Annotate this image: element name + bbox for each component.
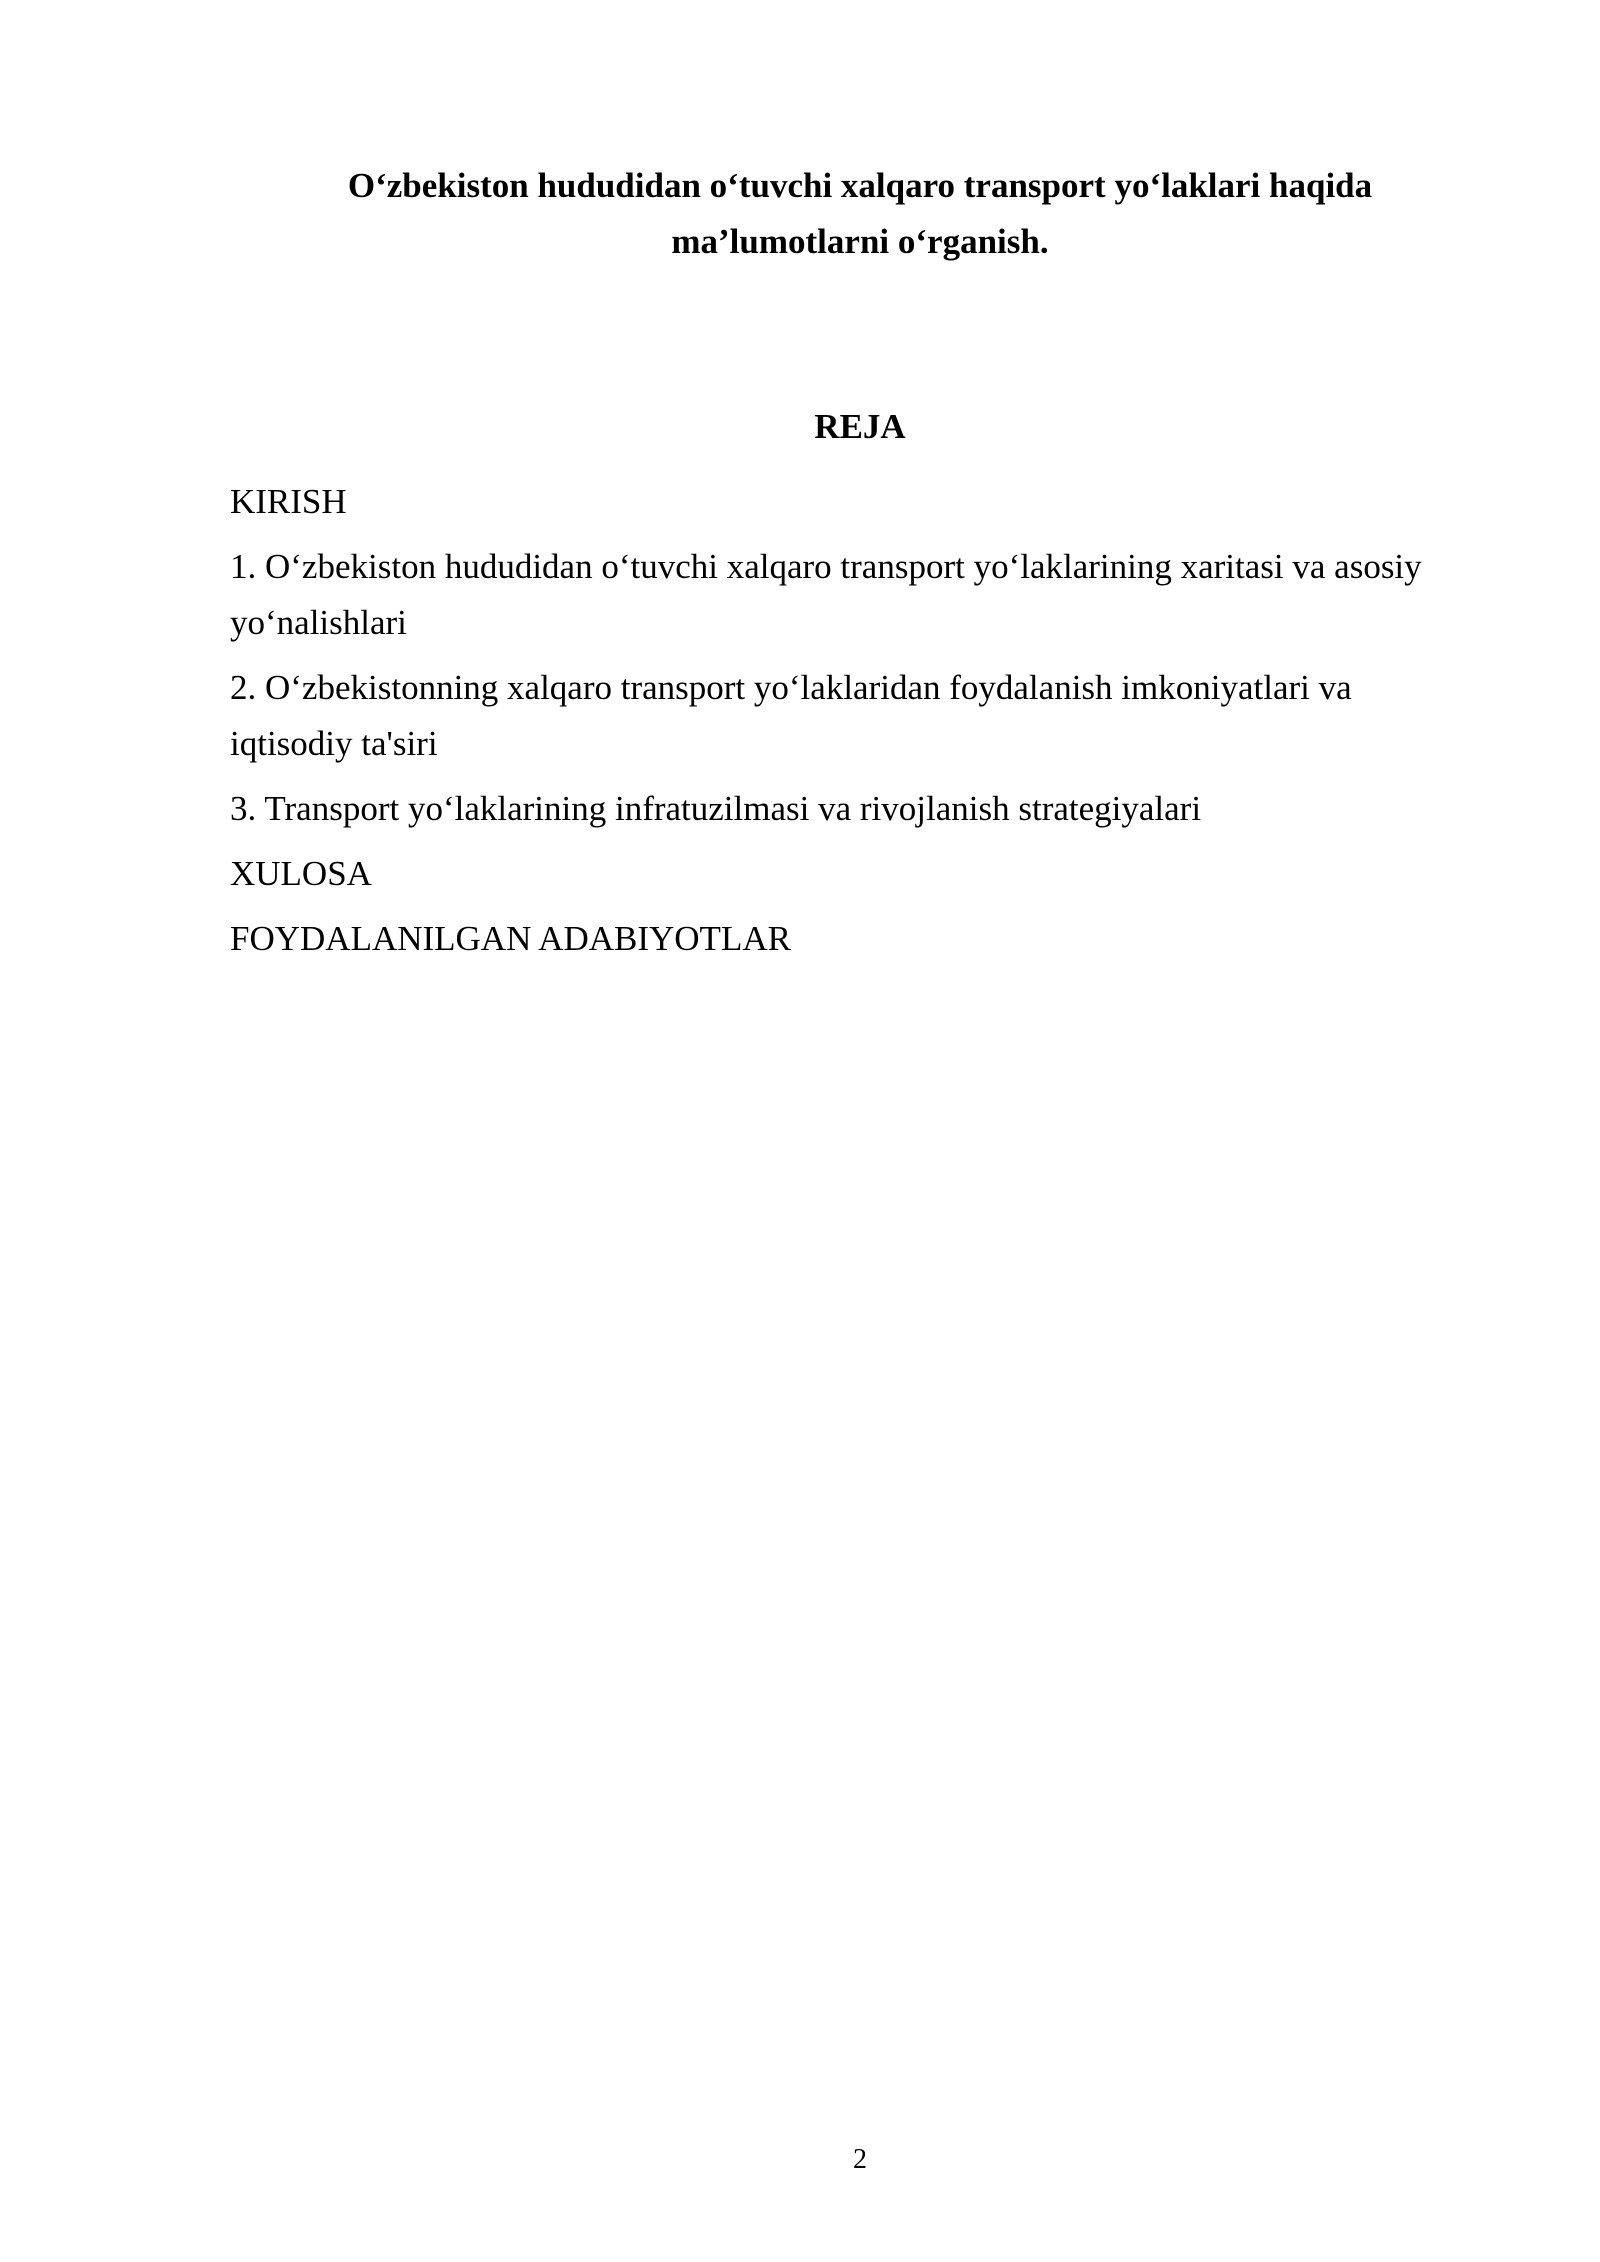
plan-heading: REJA	[814, 407, 906, 446]
plan-item-1: 1. O‘zbekiston hududidan o‘tuvchi xalqaro transport yo‘laklarining xaritasi va asosiy yo‘nalishlari	[230, 547, 1422, 642]
page-number: 2	[853, 2144, 867, 2175]
plan-item-conclusion: XULOSA	[230, 854, 372, 893]
plan-list	[230, 474, 1460, 976]
plan-item-introduction: KIRISH	[230, 482, 347, 521]
document-title-line: ma’lumotlarni o‘rganish.	[671, 222, 1049, 261]
document-title	[300, 158, 1420, 270]
plan-item-2: 2. O‘zbekistonning xalqaro transport yo‘laklaridan foydalanish imkoniyatlari va iqtisodiy ta'siri	[230, 668, 1352, 763]
plan-item-references: FOYDALANILGAN ADABIYOTLAR	[230, 919, 791, 958]
plan-item-3: 3. Transport yo‘laklarining infratuzilmasi va rivojlanish strategiyalari	[230, 789, 1202, 828]
document-title-line: O‘zbekiston hududidan o‘tuvchi xalqaro transport yo‘laklari haqida	[347, 166, 1373, 205]
